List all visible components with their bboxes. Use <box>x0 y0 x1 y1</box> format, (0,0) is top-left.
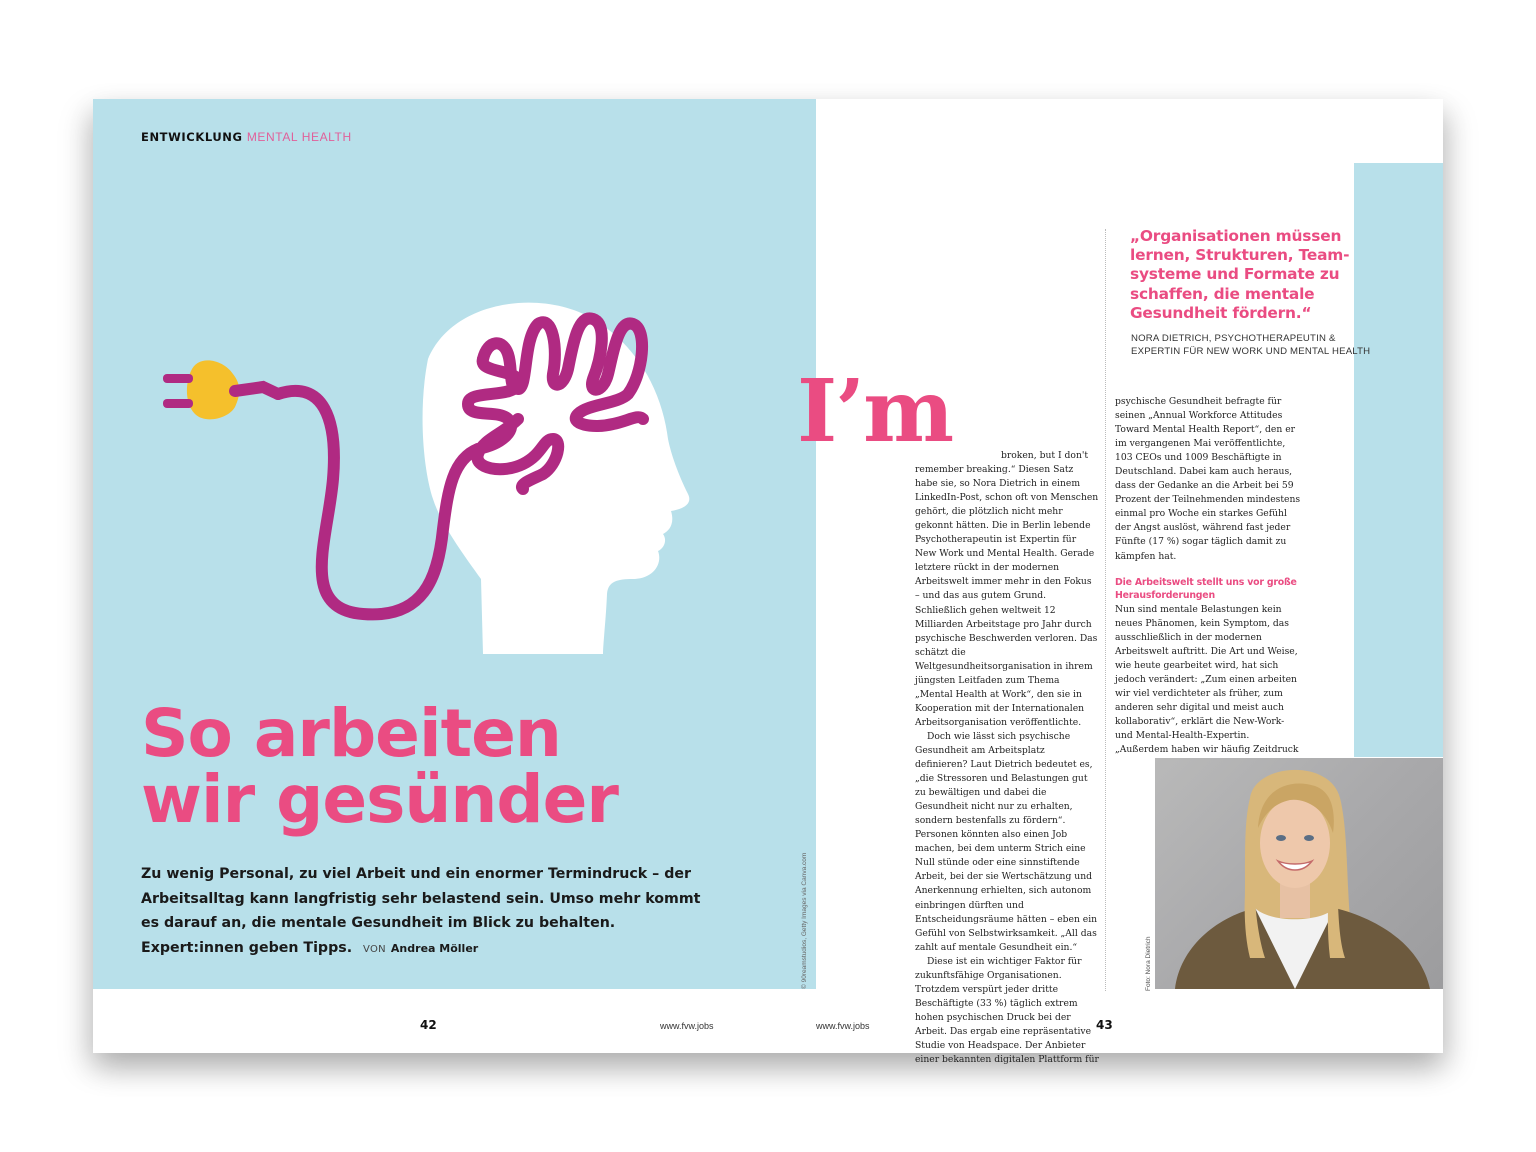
column1-paragraph-3: Diese ist ein wichtiger Faktor für zukunftsfähige Organisationen. Trotzdem verspürt jeder dritte Beschäftigte (33 %) täglich extrem hohen psychischen Druck bei der Arbeit. Das ergab eine repräsentative Studie von Headspace. Der Anbieter einer bekannten digitalen Plattform für <box>915 955 1099 1066</box>
column2-paragraph-1: psychische Gesundheit befragte für seinen „Annual Workforce Attitudes Toward Mental Health Report“, den er im vergangenen Mai veröffentlichte, 103 CEOs und 1009 Beschäftigte in Deutschland. Dabei kam auch heraus, dass der Gedanke an die Arbeit bei 59 Prozent der Teilnehmenden mindestens einmal pro Woche ein starkes Gefühl der Angst auslöst, während fast jeder Fünfte (17 %) sogar täglich damit zu kämpfen hat. <box>1115 396 1301 562</box>
kicker-topic: MENTAL HEALTH <box>246 130 352 144</box>
brain-plug-illustration <box>123 279 723 679</box>
first-line-fragment: broken, but I don't <box>1001 450 1089 461</box>
section-kicker <box>141 130 352 144</box>
author-name: Andrea Möller <box>390 941 479 955</box>
kicker-section: ENTWICKLUNG <box>141 130 243 144</box>
column2-subhead: Die Arbeitswelt stellt uns vor große Herausforderungen <box>1115 576 1297 602</box>
footer-url-left: www.fvw.jobs <box>660 1021 714 1031</box>
headline-line-2: wir gesünder <box>141 761 618 838</box>
image-credit: © 90reamstudios, Getty Images via Canva.com <box>801 852 808 989</box>
footer-url-right: www.fvw.jobs <box>816 1021 870 1031</box>
quote-source-line-2: EXPERTIN FÜR NEW WORK UND MENTAL HEALTH <box>1131 345 1371 357</box>
page-number-right: 43 <box>1096 1018 1113 1032</box>
magazine-spread <box>93 99 1443 1066</box>
quote-source-line-1: NORA DIETRICH, PSYCHOTHERAPEUTIN & <box>1131 333 1336 344</box>
headline-line-1: So arbeiten <box>141 695 561 772</box>
pull-quote: „Organisationen müssen lernen, Strukturen, Team-systeme und Formate zu schaffen, die mentale Gesundheit fördern.“ <box>1130 227 1350 322</box>
page-number-left: 42 <box>420 1018 437 1032</box>
quote-source <box>1131 333 1391 358</box>
lead-text: Zu wenig Personal, zu viel Arbeit und ein enormer Termindruck – der Arbeitsalltag kann langfristig sehr belastend sein. Umso mehr kommt es darauf an, die mentale Gesundheit im Blick zu behalten. Expert:innen geben Tipps. <box>141 866 701 956</box>
photo-credit: Foto: Nora Dietrich <box>1145 936 1152 991</box>
lead-paragraph <box>141 862 711 962</box>
portrait-photo <box>1155 758 1443 989</box>
article-headline <box>141 695 618 838</box>
portrait-illustration <box>1155 758 1443 989</box>
column2-paragraph-2: Nun sind mentale Belastungen kein neues Phänomen, kein Symptom, das ausschließlich in der modernen Arbeitswelt auftritt. Die Art und Weise, wie heute gearbeitet wird, hat sich jedoch verändert: „Zum einen arbeiten wir viel verdichteter als früher, zum anderen sehr digital und meist auch kollaborativ“, erklärt die New-Work- und Mental-Health-Expertin. „Außerdem haben wir häufig Zeitdruck <box>1115 603 1299 756</box>
column1-paragraph-2: Doch wie lässt sich psychische Gesundheit am Arbeitsplatz definieren? Laut Dietrich bedeutet es, „die Stressoren und Belastungen gut zu bewältigen und dabei die Gesundheit nicht nur zu erhalten, sondern bestenfalls zu fördern“. Personen könnten also einen Job machen, bei dem unterm Strich eine Null stünde oder eine sinnstiftende Arbeit, bei der sie Wertschätzung und Anerkennung erhielten, sich autonom einbringen dürften und Entscheidungsräume hätten – eben ein Gefühl von Selbstwirksamkeit. „All das zahlt auf mentale Gesundheit ein.“ <box>915 730 1098 953</box>
article-column-2 <box>1115 395 1301 757</box>
drop-cap: I’m <box>797 361 953 462</box>
article-column-1 <box>915 449 1099 1067</box>
column-divider <box>1105 229 1106 991</box>
byline-prefix: VON <box>363 943 386 955</box>
column1-paragraph-1: remember breaking.“ Diesen Satz habe sie, so Nora Dietrich in einem LinkedIn-Post, schon oft von Menschen gehört, die plötzlich nicht mehr gekonnt hätten. Die in Berlin lebende Psychotherapeutin ist Expertin für New Work und Mental Health. Gerade letztere rückt in der modernen Arbeitswelt immer mehr in den Fokus – und das aus gutem Grund. Schließlich gehen weltweit 12 Milliarden Arbeitstage pro Jahr durch psychische Beschwerden verloren. Das schätzt die Weltgesundheitsorganisation in ihrem jüngsten Leitfaden zum Thema „Mental Health at Work“, den sie in Kooperation mit der Internationalen Arbeitsorganisation veröffentlichte. <box>915 464 1099 728</box>
